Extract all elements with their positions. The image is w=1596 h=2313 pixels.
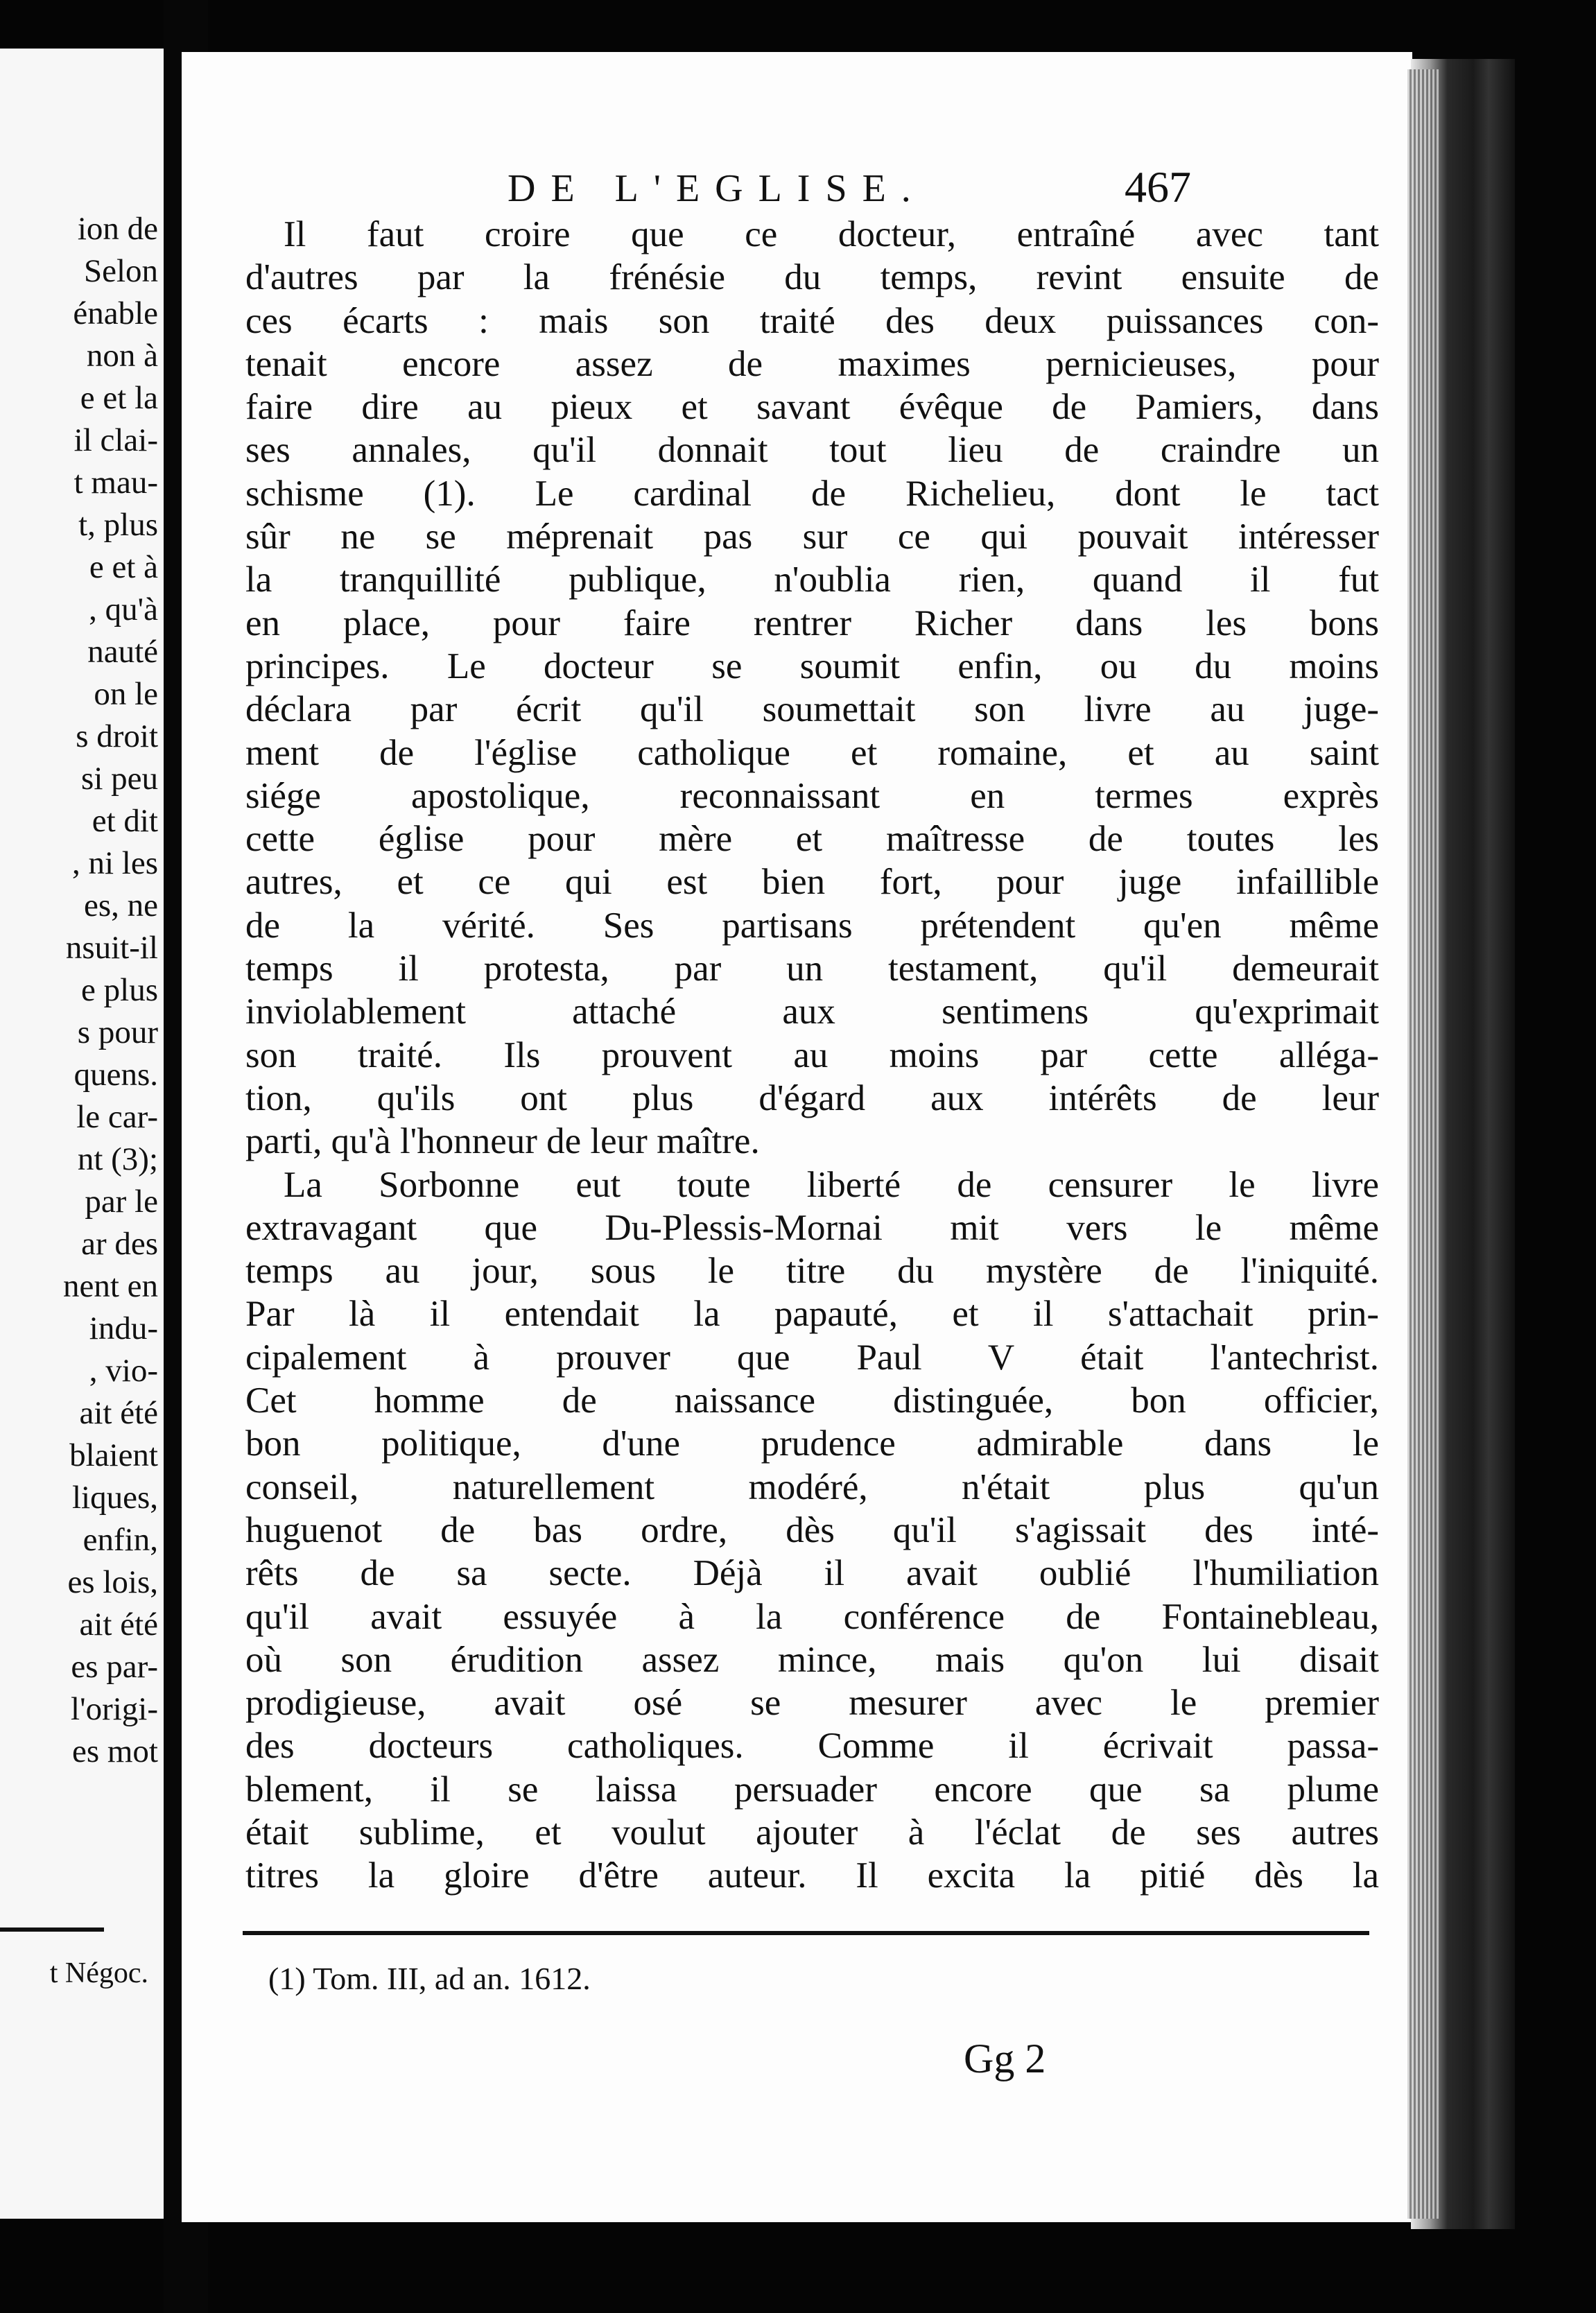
- text-line: autres, et ce qui est bien fort, pour juge infaillible: [245, 862, 1379, 903]
- signature-mark: Gg 2: [964, 2036, 1046, 2081]
- text-line: parti, qu'à l'honneur de leur maître.: [245, 1121, 760, 1162]
- text-line: sûr ne se méprenait pas sur ce qui pouvait intéresser: [245, 517, 1379, 557]
- text-line: des docteurs catholiques. Comme il écrivait passa-: [245, 1726, 1379, 1767]
- text-line: siége apostolique, reconnaissant en termes exprès: [245, 775, 1379, 816]
- text-line: conseil, naturellement modéré, n'était plus qu'un: [245, 1466, 1379, 1507]
- left-line-fragment: nauté: [87, 634, 158, 670]
- left-line-fragment: indu-: [89, 1310, 158, 1346]
- left-facing-page: [0, 49, 164, 2219]
- left-line-fragment: par le: [85, 1184, 158, 1220]
- text-line: schisme (1). Le cardinal de Richelieu, dont le tact: [245, 473, 1379, 514]
- running-head: DE L'EGLISE.: [508, 167, 926, 210]
- text-line: tion, qu'ils ont plus d'égard aux intérêts de leur: [245, 1077, 1379, 1118]
- left-line-fragment: ait été: [79, 1606, 158, 1643]
- left-line-fragment: es mot: [71, 1733, 158, 1769]
- text-line: d'autres par la frénésie du temps, revint ensuite de: [245, 257, 1379, 298]
- text-line: déclara par écrit qu'il soumettait son livre au juge-: [245, 689, 1379, 730]
- left-line-fragment: blaient: [69, 1437, 158, 1473]
- left-line-fragment: es par-: [71, 1649, 158, 1685]
- text-line: ment de l'église catholique et romaine, et au saint: [245, 732, 1379, 773]
- text-line: Par là il entendait la papauté, et il s'attachait prin-: [245, 1294, 1379, 1335]
- text-line: principes. Le docteur se soumit enfin, ou du moins: [245, 646, 1379, 686]
- left-line-fragment: , ni les: [71, 845, 158, 881]
- left-line-fragment: e et à: [89, 549, 158, 585]
- left-line-fragment: es, ne: [83, 887, 158, 924]
- text-line: temps au jour, sous le titre du mystère de l'iniquité.: [245, 1251, 1379, 1292]
- text-line: Il faut croire que ce docteur, entraîné avec tant: [284, 214, 1379, 254]
- left-line-fragment: le car-: [76, 1099, 158, 1135]
- body-text: [245, 213, 1379, 1898]
- text-line: tenait encore assez de maximes pernicieuses, pour: [245, 343, 1379, 384]
- text-line: Cet homme de naissance distinguée, bon officier,: [245, 1380, 1379, 1421]
- left-line-fragment: Selon: [83, 253, 158, 289]
- left-line-fragment: s pour: [77, 1014, 158, 1050]
- text-line: extravagant que Du-Plessis-Mornai mit vers le même: [245, 1207, 1379, 1248]
- text-line: était sublime, et voulut ajouter à l'éclat de ses autres: [245, 1812, 1379, 1853]
- page-number: 467: [1125, 162, 1191, 211]
- text-line: cipalement à prouver que Paul V était l'antechrist.: [245, 1337, 1379, 1378]
- text-line: rêts de sa secte. Déjà il avait oublié l'humiliation: [245, 1553, 1379, 1594]
- footnote-rule: [243, 1931, 1369, 1935]
- text-line: temps il protesta, par un testament, qu'il demeurait: [245, 948, 1379, 989]
- left-line-fragment: il clai-: [73, 422, 158, 458]
- left-line-fragment: et dit: [92, 803, 158, 839]
- text-line: prodigieuse, avait osé se mesurer avec le premier: [245, 1683, 1379, 1724]
- left-line-fragment: liques,: [71, 1480, 158, 1516]
- left-footnote-rule: [0, 1928, 104, 1932]
- text-line: bon politique, d'une prudence admirable dans le: [245, 1423, 1379, 1464]
- left-line-fragment: on le: [94, 676, 158, 712]
- text-line: faire dire au pieux et savant évêque de Pamiers, dans: [245, 387, 1379, 428]
- left-line-fragment: enfin,: [83, 1522, 158, 1558]
- left-footnote-fragment: t Négoc.: [49, 1957, 148, 1989]
- main-page: [182, 52, 1412, 2222]
- text-line: La Sorbonne eut toute liberté de censurer le livre: [284, 1164, 1379, 1205]
- left-line-fragment: non à: [86, 338, 158, 374]
- text-line: blement, il se laissa persuader encore que sa plume: [245, 1769, 1379, 1810]
- left-line-fragment: es lois,: [67, 1564, 158, 1600]
- left-line-fragment: énable: [73, 295, 158, 331]
- text-line: où son érudition assez mince, mais qu'on lui disait: [245, 1639, 1379, 1680]
- text-line: qu'il avait essuyée à la conférence de Fontainebleau,: [245, 1596, 1379, 1637]
- text-line: huguenot de bas ordre, dès qu'il s'agissait des inté-: [245, 1509, 1379, 1550]
- text-line: ses annales, qu'il donnait tout lieu de craindre un: [245, 430, 1379, 471]
- text-line: de la vérité. Ses partisans prétendent qu'en même: [245, 905, 1379, 946]
- text-line: cette église pour mère et maîtresse de toutes les: [245, 819, 1379, 860]
- left-line-fragment: ait été: [79, 1395, 158, 1431]
- left-line-fragment: ar des: [81, 1226, 158, 1262]
- left-line-fragment: quens.: [73, 1057, 158, 1093]
- text-line: en place, pour faire rentrer Richer dans les bons: [245, 603, 1379, 643]
- text-line: inviolablement attaché aux sentimens qu'exprimait: [245, 991, 1379, 1032]
- left-line-fragment: e et la: [80, 380, 158, 416]
- left-line-fragment: si peu: [81, 761, 158, 797]
- left-line-fragment: nent en: [62, 1268, 158, 1304]
- left-line-fragment: e plus: [81, 972, 158, 1008]
- left-line-fragment: ion de: [77, 211, 158, 247]
- left-line-fragment: , qu'à: [89, 591, 158, 627]
- left-line-fragment: t, plus: [78, 507, 158, 543]
- left-line-fragment: nsuit-il: [65, 930, 158, 966]
- left-page-text: [0, 208, 158, 1773]
- text-line: son traité. Ils prouvent au moins par cette alléga-: [245, 1034, 1379, 1075]
- footnote: (1) Tom. III, ad an. 1612.: [268, 1961, 591, 1996]
- left-line-fragment: , vio-: [89, 1353, 158, 1389]
- text-line: ces écarts : mais son traité des deux puissances con-: [245, 300, 1379, 341]
- left-line-fragment: nt (3);: [77, 1141, 158, 1177]
- text-line: la tranquillité publique, n'oublia rien, quand il fut: [245, 560, 1379, 600]
- left-line-fragment: s droit: [76, 718, 158, 754]
- left-line-fragment: l'origi-: [71, 1691, 158, 1727]
- left-line-fragment: t mau-: [73, 465, 158, 501]
- page-edges: [1407, 69, 1439, 2219]
- text-line: titres la gloire d'être auteur. Il excita la pitié dès la: [245, 1855, 1379, 1896]
